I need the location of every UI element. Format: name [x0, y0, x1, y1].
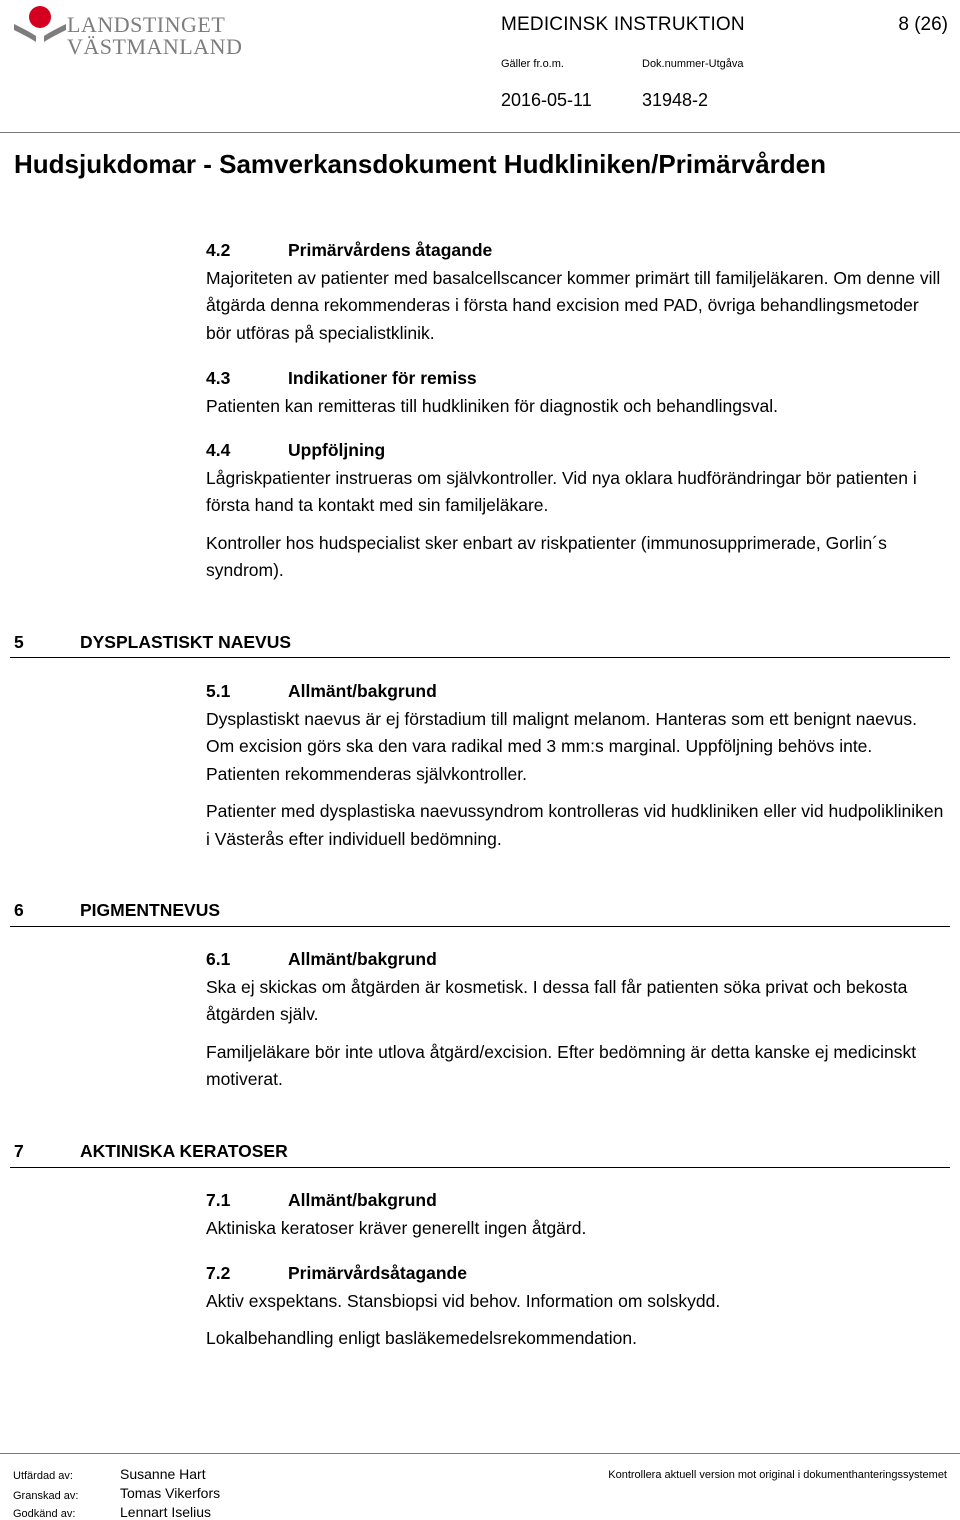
section-5-1: [206, 678, 946, 853]
subheading-title: Allmänt/bakgrund: [288, 1190, 437, 1210]
section-heading-5: [14, 632, 950, 653]
subheading-title: Uppföljning: [288, 440, 386, 460]
issued-by-label: Utfärdad av:: [13, 1470, 73, 1482]
section-7-2: [206, 1260, 946, 1353]
subheading-title: Primärvårdsåtagande: [288, 1263, 467, 1283]
organization-logo: [12, 2, 243, 62]
subheading-4-2: [206, 237, 946, 265]
subheading-number: 4.3: [206, 368, 231, 388]
subheading-number: 4.2: [206, 240, 231, 260]
section-divider: [10, 926, 950, 927]
document-type: MEDICINSK INSTRUKTION: [501, 14, 745, 35]
section-4-2: [206, 237, 946, 347]
subheading-number: 6.1: [206, 949, 231, 969]
logo-text-line1: LANDSTINGET: [67, 12, 226, 37]
section-divider: [10, 1167, 950, 1168]
subheading-5-1: [206, 678, 946, 706]
paragraph: Aktiv exspektans. Stansbiopsi vid behov. Information om solskydd.: [206, 1290, 721, 1311]
reviewed-by-label: Granskad av:: [13, 1490, 79, 1502]
section-number: 7: [14, 1141, 24, 1161]
paragraph: Lokalbehandling enligt basläkemedelsrekommendation.: [206, 1328, 637, 1348]
paragraph: Dysplastiskt naevus är ej förstadium till malignt melanom. Hanteras som ett benignt naevus. Om excision görs ska den vara radikal med 3 mm:s marginal. Uppföljning behövs inte. Patienten rekommenderas självkontroller.: [206, 708, 918, 784]
valid-from-label: Gäller fr.o.m.: [501, 58, 564, 70]
subheading-title: Indikationer för remiss: [288, 368, 477, 388]
subheading-6-1: [206, 946, 946, 974]
subheading-title: Allmänt/bakgrund: [288, 949, 437, 969]
section-4-4: [206, 437, 946, 585]
section-heading-7: [14, 1141, 950, 1162]
approved-by-label: Godkänd av:: [13, 1508, 76, 1520]
subheading-number: 7.2: [206, 1263, 231, 1283]
version-control-note: Kontrollera aktuell version mot original i dokumenthanteringssystemet: [608, 1469, 947, 1481]
subheading-7-1: [206, 1187, 946, 1215]
section-number: 5: [14, 632, 24, 652]
subheading-number: 4.4: [206, 440, 231, 460]
subheading-number: 5.1: [206, 681, 231, 701]
paragraph: Kontroller hos hudspecialist sker enbart av riskpatienter (immunosupprimerade, Gorlin´s syndrom).: [206, 532, 887, 580]
section-title: DYSPLASTISKT NAEVUS: [80, 632, 291, 652]
paragraph: Lågriskpatienter instrueras om självkontroller. Vid nya oklara hudförändringar bör patienten i första hand ta kontakt med sin familjeläkare.: [206, 467, 917, 515]
document-number: 31948-2: [642, 90, 709, 110]
paragraph: Ska ej skickas om åtgärden är kosmetisk. I dessa fall får patienten söka privat och bekosta åtgärden själv.: [206, 976, 908, 1024]
subheading-title: Primärvårdens åtagande: [288, 240, 493, 260]
issued-by-name: Susanne Hart: [120, 1466, 206, 1482]
header-divider: [0, 132, 960, 133]
section-6-1: [206, 946, 946, 1094]
subheading-4-4: [206, 437, 946, 465]
paragraph: Patienter med dysplastiska naevussyndrom kontrolleras vid hudkliniken eller vid hudpolikliniken i Västerås efter individuell bedömning.: [206, 801, 944, 849]
logo-text-line2: VÄSTMANLAND: [67, 34, 243, 59]
paragraph: Aktiniska keratoser kräver generellt ingen åtgärd.: [206, 1217, 587, 1238]
paragraph: Patienten kan remitteras till hudkliniken för diagnostik och behandlingsval.: [206, 395, 778, 416]
paragraph: Majoriteten av patienter med basalcellscancer kommer primärt till familjeläkaren. Om denne vill åtgärda denna rekommenderas i första hand excision med PAD, övriga behandlingsmetoder bör utföras på specialistklinik.: [206, 267, 941, 343]
section-number: 6: [14, 900, 24, 920]
section-7-1: [206, 1187, 946, 1242]
paragraph: Familjeläkare bör inte utlova åtgärd/excision. Efter bedömning är detta kanske ej medicinskt motiverat.: [206, 1041, 917, 1089]
page-number: 8 (26): [898, 14, 948, 35]
section-title: PIGMENTNEVUS: [80, 900, 221, 920]
section-title: AKTINISKA KERATOSER: [80, 1141, 288, 1161]
footer-divider: [0, 1453, 960, 1454]
reviewed-by-name: Tomas Vikerfors: [120, 1485, 221, 1501]
section-divider: [10, 657, 950, 658]
subheading-title: Allmänt/bakgrund: [288, 681, 437, 701]
subheading-7-2: [206, 1260, 946, 1288]
section-4-3: [206, 365, 946, 420]
subheading-number: 7.1: [206, 1190, 231, 1210]
section-heading-6: [14, 900, 950, 921]
document-title: Hudsjukdomar - Samverkansdokument Hudkliniken/Primärvården: [14, 149, 827, 179]
docnum-label: Dok.nummer-Utgåva: [642, 58, 744, 70]
subheading-4-3: [206, 365, 946, 393]
valid-from-date: 2016-05-11: [501, 90, 592, 110]
approved-by-name: Lennart Iselius: [120, 1504, 212, 1520]
